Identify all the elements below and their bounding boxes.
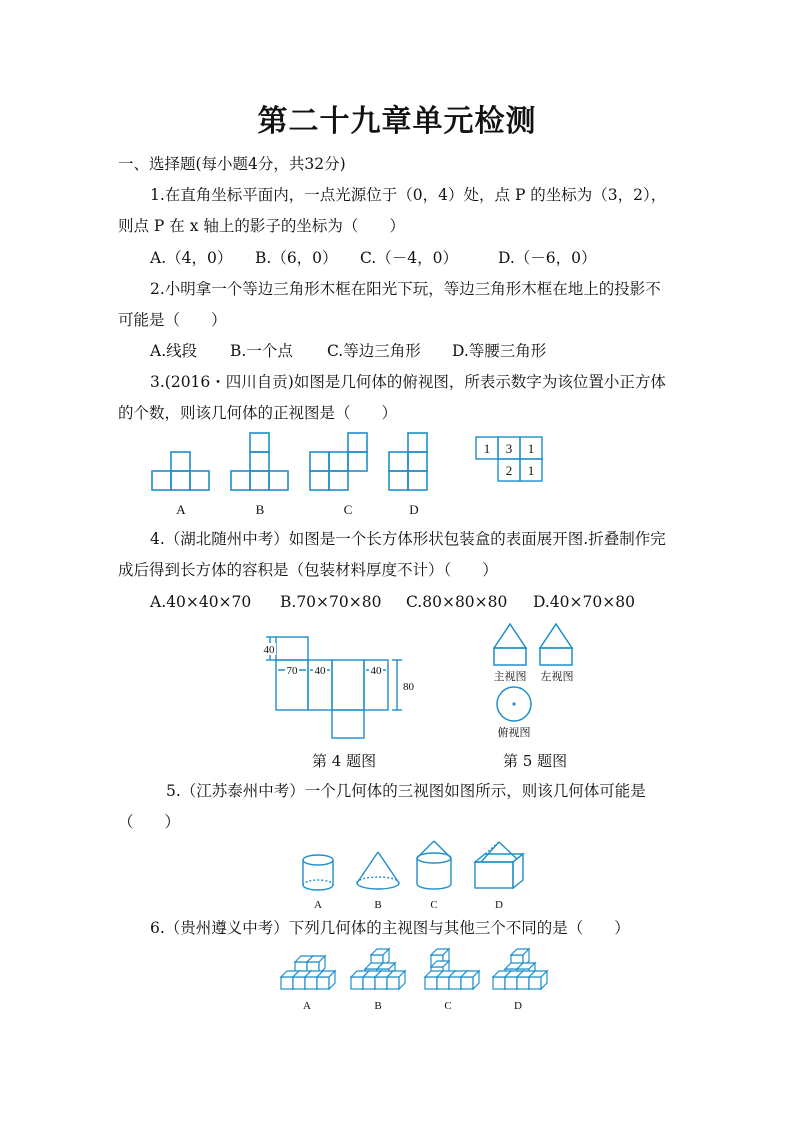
q3-label-b: B — [255, 502, 265, 517]
q6-options-figure — [275, 943, 555, 1018]
q3-figure — [150, 430, 550, 520]
q3-grid-cell: 1 — [483, 441, 491, 456]
page-title: 第二十九章单元检测 — [257, 104, 537, 139]
dim-40-right: 40 — [370, 665, 382, 677]
q3-line2: 的个数，则该几何体的正视图是（ ） — [118, 404, 398, 422]
q5-label-d: D — [495, 899, 503, 911]
q5-option-d-roof-on-box — [475, 842, 523, 888]
q5-option-b-cone — [357, 852, 399, 889]
q1-option-d: D.（－6，0） — [498, 249, 597, 267]
fig4-caption: 第 4 题图 — [312, 752, 377, 770]
q3-grid-cell: 2 — [505, 463, 513, 478]
q6-option-c-solid — [425, 949, 479, 989]
dim-40-top: 40 — [263, 644, 275, 656]
q6-label-c: C — [444, 1000, 452, 1012]
q5-label-b: B — [374, 899, 382, 911]
q6-option-b-solid — [351, 949, 405, 989]
q2-line1: 2.小明拿一个等边三角形木框在阳光下玩，等边三角形木框在地上的投影不 — [150, 280, 661, 298]
q6-line1: 6.（贵州遵义中考）下列几何体的主视图与其他三个不同的是（ ） — [150, 919, 630, 937]
q4-line1: 4.（湖北随州中考）如图是一个长方体形状包装盒的表面展开图.折叠制作完 — [150, 530, 666, 548]
q4-option-a: A.40×40×70 — [150, 593, 252, 611]
q4-net-figure — [262, 633, 422, 743]
q5-option-a-cylinder — [303, 855, 333, 890]
q2-option-d: D.等腰三角形 — [452, 342, 547, 360]
q6-option-a-solid — [281, 956, 335, 989]
q4-option-d: D.40×70×80 — [533, 593, 635, 611]
top-view-label: 俯视图 — [497, 727, 531, 739]
left-view-rect — [540, 648, 572, 665]
q1-line2: 则点 P 在 x 轴上的影子的坐标为（ ） — [118, 217, 405, 235]
q3-option-d-front-view — [389, 433, 427, 490]
left-view-label: 左视图 — [540, 671, 574, 683]
q1-option-a: A.（4，0） — [150, 249, 233, 267]
q3-grid-cell: 3 — [505, 441, 513, 456]
q2-option-a: A.线段 — [150, 342, 198, 360]
q5-three-views-figure — [480, 618, 600, 743]
q6-option-d-solid — [493, 949, 547, 989]
q5-line2: （ ） — [118, 813, 181, 831]
q3-option-c-front-view — [310, 433, 367, 490]
q1-line1: 1.在直角坐标平面内，一点光源位于（0，4）处，点 P 的坐标为（3，2）， — [150, 186, 667, 204]
q2-line2: 可能是（ ） — [118, 311, 227, 329]
q2-option-c: C.等边三角形 — [327, 342, 421, 360]
q6-label-d: D — [514, 1000, 522, 1012]
q5-options-figure — [295, 838, 535, 913]
q5-option-c-cone-on-cylinder — [417, 841, 451, 889]
dim-80: 80 — [403, 681, 414, 693]
q5-line1: 5.（江苏泰州中考）一个几何体的三视图如图所示，则该几何体可能是 — [166, 782, 646, 800]
q2-option-b: B.一个点 — [230, 342, 293, 360]
q3-grid-cell: 1 — [527, 441, 535, 456]
q3-option-b-front-view — [231, 433, 288, 490]
q4-option-b: B.70×70×80 — [280, 593, 382, 611]
q3-grid-cell: 1 — [527, 463, 535, 478]
q6-label-b: B — [374, 1000, 382, 1012]
q1-option-c: C.（－4，0） — [360, 249, 458, 267]
q5-label-c: C — [430, 899, 438, 911]
q3-label-a: A — [176, 502, 186, 517]
q3-line1: 3.(2016・四川自贡)如图是几何体的俯视图，所表示数字为该位置小正方体 — [150, 373, 666, 391]
q4-option-c: C.80×80×80 — [406, 593, 508, 611]
q4-line2: 成后得到长方体的容积是（包装材料厚度不计）（ ） — [118, 561, 498, 579]
q6-label-a: A — [303, 1000, 311, 1012]
section-heading: 一、选择题(每小题4分，共32分) — [118, 155, 346, 173]
q3-label-c: C — [343, 502, 353, 517]
fig5-caption: 第 5 题图 — [503, 752, 568, 770]
left-view-triangle — [540, 624, 572, 648]
q5-label-a: A — [314, 899, 322, 911]
front-view-rect — [494, 648, 526, 665]
dim-40-middle: 40 — [314, 665, 326, 677]
dim-70: 70 — [286, 665, 298, 677]
front-view-label: 主视图 — [493, 671, 527, 683]
q1-option-b: B.（6，0） — [255, 249, 338, 267]
q3-label-d: D — [409, 502, 419, 517]
front-view-triangle — [494, 624, 526, 648]
q3-option-a-front-view — [152, 452, 209, 490]
